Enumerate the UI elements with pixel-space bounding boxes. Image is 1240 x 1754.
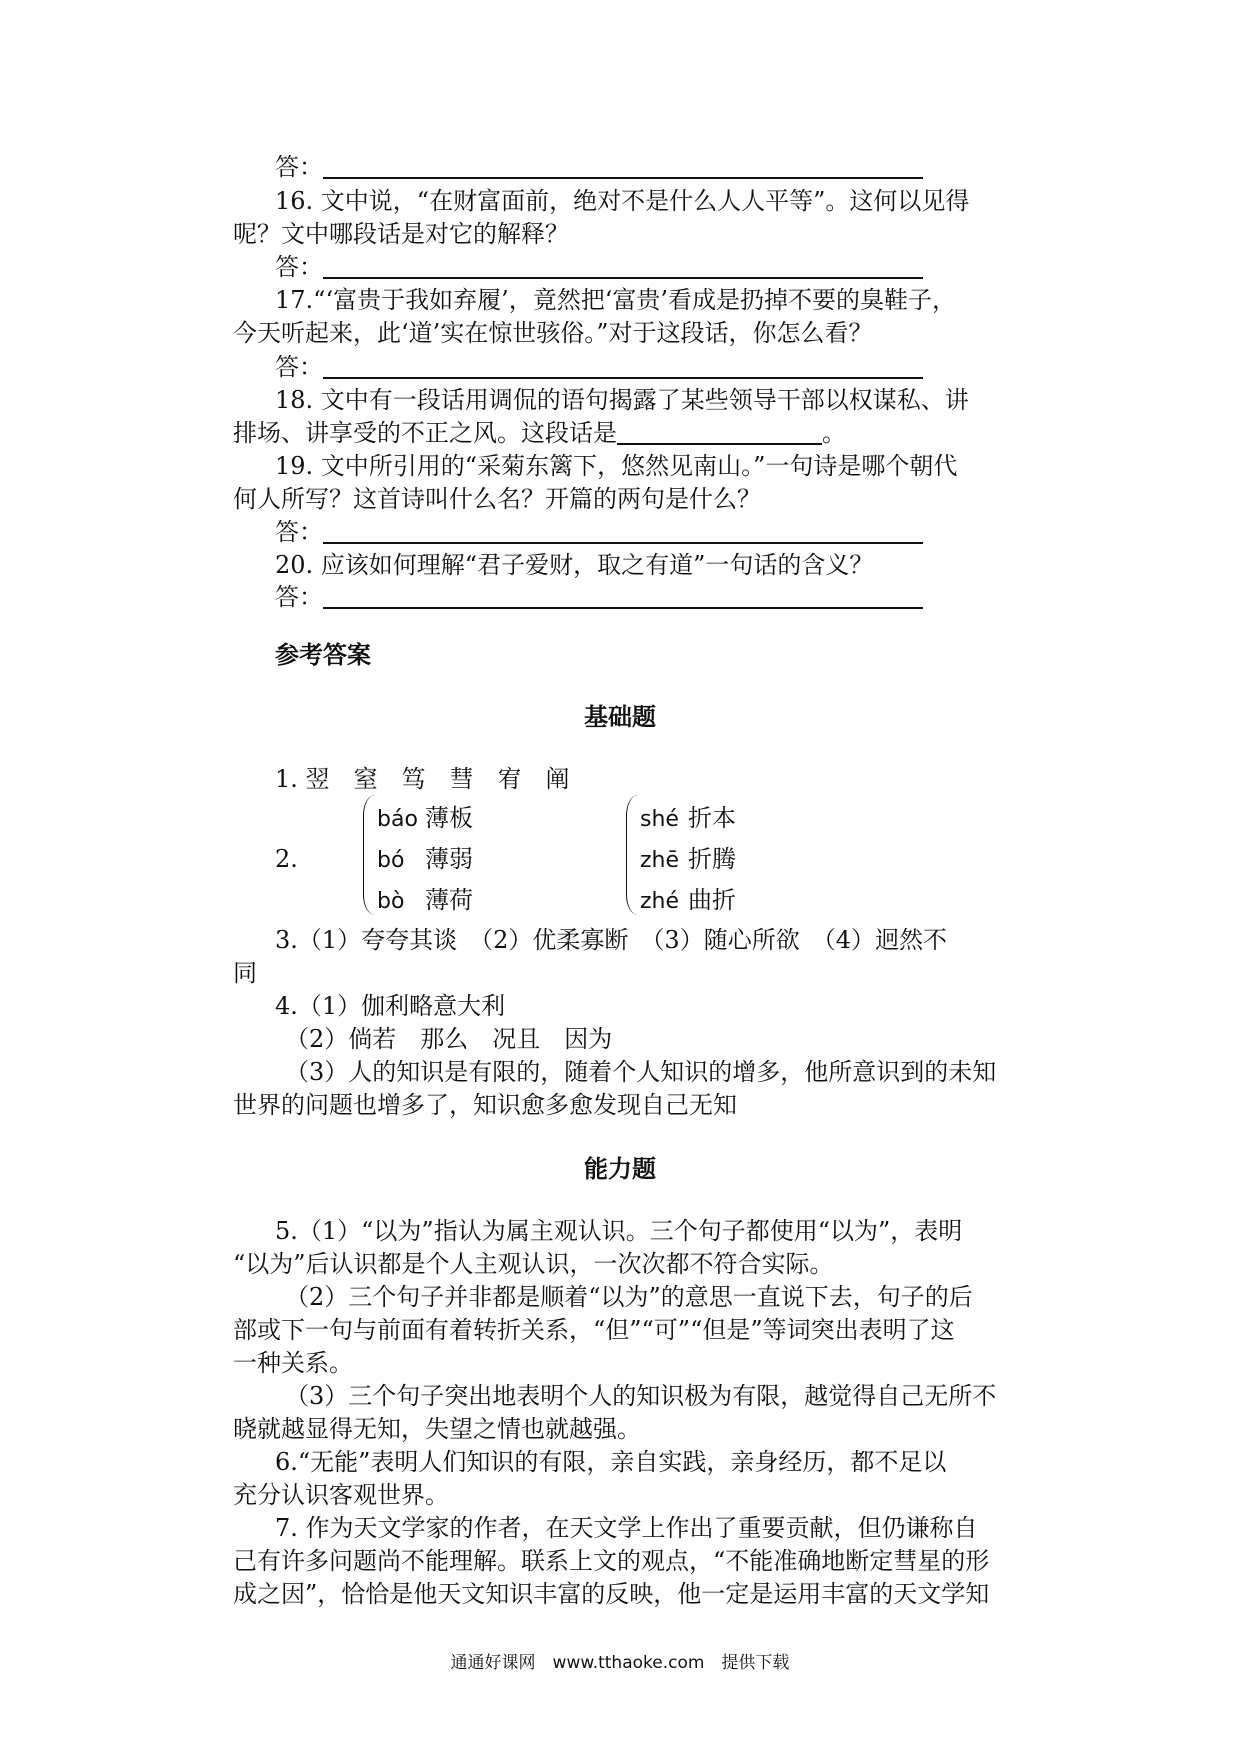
q19-answer-line	[275, 515, 923, 549]
bao-item-1	[377, 801, 473, 837]
q17-text-line2: 今天听起来，此‘道’实在惊世骇俗。”对于这段话，你怎么看？	[233, 319, 873, 347]
pinyin: shé	[640, 807, 679, 832]
ability-section-title: 能力题	[584, 1155, 656, 1183]
q18-text-line1: 18. 文中有一段话用调侃的语句揭露了某些领导干部以权谋私、讲	[275, 386, 969, 414]
bao-item-3	[377, 883, 473, 919]
answer-7-line3: 成之因”，恰恰是他天文知识丰富的反映，他一定是运用丰富的天文学知	[233, 1580, 990, 1608]
answer-1: 1. 翌 窒 笃 彗 宥 阐	[275, 765, 570, 793]
answer-6-line1: 6.“无能”表明人们知识的有限，亲自实践，亲身经历，都不足以	[275, 1448, 947, 1476]
q17-text-line1: 17.“‘富贵于我如弃履’，竟然把‘富贵’看成是扔掉不要的臭鞋子，	[275, 286, 956, 314]
answer-5-3-line2: 晓就越显得无知，失望之情也就越强。	[233, 1415, 641, 1443]
q18-fill-blank[interactable]	[617, 419, 822, 445]
q18-prefix: 排场、讲享受的不正之风。这段话是	[233, 419, 617, 447]
zhe-item-3	[640, 883, 736, 919]
answer-7-line1: 7. 作为天文学家的作者，在天文学上作出了重要贡献，但仍谦称自	[275, 1514, 978, 1542]
zhe-item-1	[640, 801, 736, 837]
word: 薄板	[425, 804, 473, 832]
answer-5-1-line1: 5.（1）“以为”指认为属主观认识。三个句子都使用“以为”，表明	[275, 1217, 963, 1245]
answer-4-line1: 4.（1）伽利略意大利	[275, 992, 506, 1020]
answer-4-line3: （3）人的知识是有限的，随着个人知识的增多，他所意识到的未知	[285, 1058, 997, 1086]
answer-blank[interactable]	[323, 353, 923, 379]
answer-7-line2: 己有许多问题尚不能理解。联系上文的观点，“不能准确地断定彗星的形	[233, 1547, 990, 1575]
answer-blank[interactable]	[323, 518, 923, 544]
q19-text-line1: 19. 文中所引用的“采菊东篱下，悠然见南山。”一句诗是哪个朝代	[275, 452, 958, 480]
q19-text-line2: 何人所写？这首诗叫什么名？开篇的两句是什么？	[233, 485, 761, 513]
left-brace	[363, 795, 376, 915]
q16-text-line2: 呢？文中哪段话是对它的解释？	[233, 220, 569, 248]
word: 薄荷	[425, 886, 473, 914]
word: 曲折	[688, 886, 736, 914]
answer-blank[interactable]	[323, 153, 923, 179]
pinyin: bò	[377, 889, 405, 914]
q18-suffix: 。	[822, 419, 846, 447]
answer-4-line4: 世界的问题也增多了，知识愈多愈发现自己无知	[233, 1091, 737, 1119]
answer-blank[interactable]	[323, 583, 923, 609]
answer-5-2-line3: 一种关系。	[233, 1349, 353, 1377]
q18-text-line2	[233, 416, 846, 450]
word: 折腾	[688, 845, 736, 873]
zhe-item-2	[640, 842, 736, 878]
answer-label: 答：	[275, 518, 323, 546]
word: 薄弱	[425, 845, 473, 873]
q16-answer-line	[275, 250, 923, 284]
q15-answer-line	[275, 150, 923, 184]
answer-2-label: 2.	[275, 845, 298, 873]
answer-5-2-line1: （2）三个句子并非都是顺着“以为”的意思一直说下去，句子的后	[285, 1283, 973, 1311]
answer-6-line2: 充分认识客观世界。	[233, 1481, 449, 1509]
basic-section-title: 基础题	[584, 703, 656, 731]
pinyin: bó	[377, 848, 405, 873]
answer-3-line2: 同	[233, 959, 257, 987]
word: 折本	[688, 804, 736, 832]
bao-item-2	[377, 842, 473, 878]
answer-label: 答：	[275, 153, 323, 181]
pinyin: zhé	[640, 889, 680, 914]
answer-label: 答：	[275, 583, 323, 611]
answer-label: 答：	[275, 353, 323, 381]
answer-5-2-line2: 部或下一句与前面有着转折关系，“但”“可”“但是”等词突出表明了这	[233, 1316, 955, 1344]
answer-3-line1: 3.（1）夸夸其谈 （2）优柔寡断 （3）随心所欲 （4）迥然不	[275, 926, 947, 954]
answer-4-line2: （2）倘若 那么 况且 因为	[285, 1025, 613, 1053]
pinyin: báo	[377, 807, 418, 832]
answer-5-1-line2: “以为”后认识都是个人主观认识，一次次都不符合实际。	[233, 1250, 834, 1278]
right-brace	[626, 795, 639, 915]
answer-5-3-line1: （3）三个句子突出地表明个人的知识极为有限，越觉得自己无所不	[285, 1382, 997, 1410]
q17-answer-line	[275, 350, 923, 384]
q20-answer-line	[275, 580, 923, 614]
pinyin: zhē	[640, 848, 680, 873]
answers-heading: 参考答案	[275, 641, 371, 669]
page-footer: 通通好课网 www.tthaoke.com 提供下载	[450, 1653, 790, 1673]
q16-text-line1: 16. 文中说，“在财富面前，绝对不是什么人人平等”。这何以见得	[275, 187, 970, 215]
answer-blank[interactable]	[323, 253, 923, 279]
answer-label: 答：	[275, 253, 323, 281]
q20-text-line1: 20. 应该如何理解“君子爱财，取之有道”一句话的含义？	[275, 551, 874, 579]
